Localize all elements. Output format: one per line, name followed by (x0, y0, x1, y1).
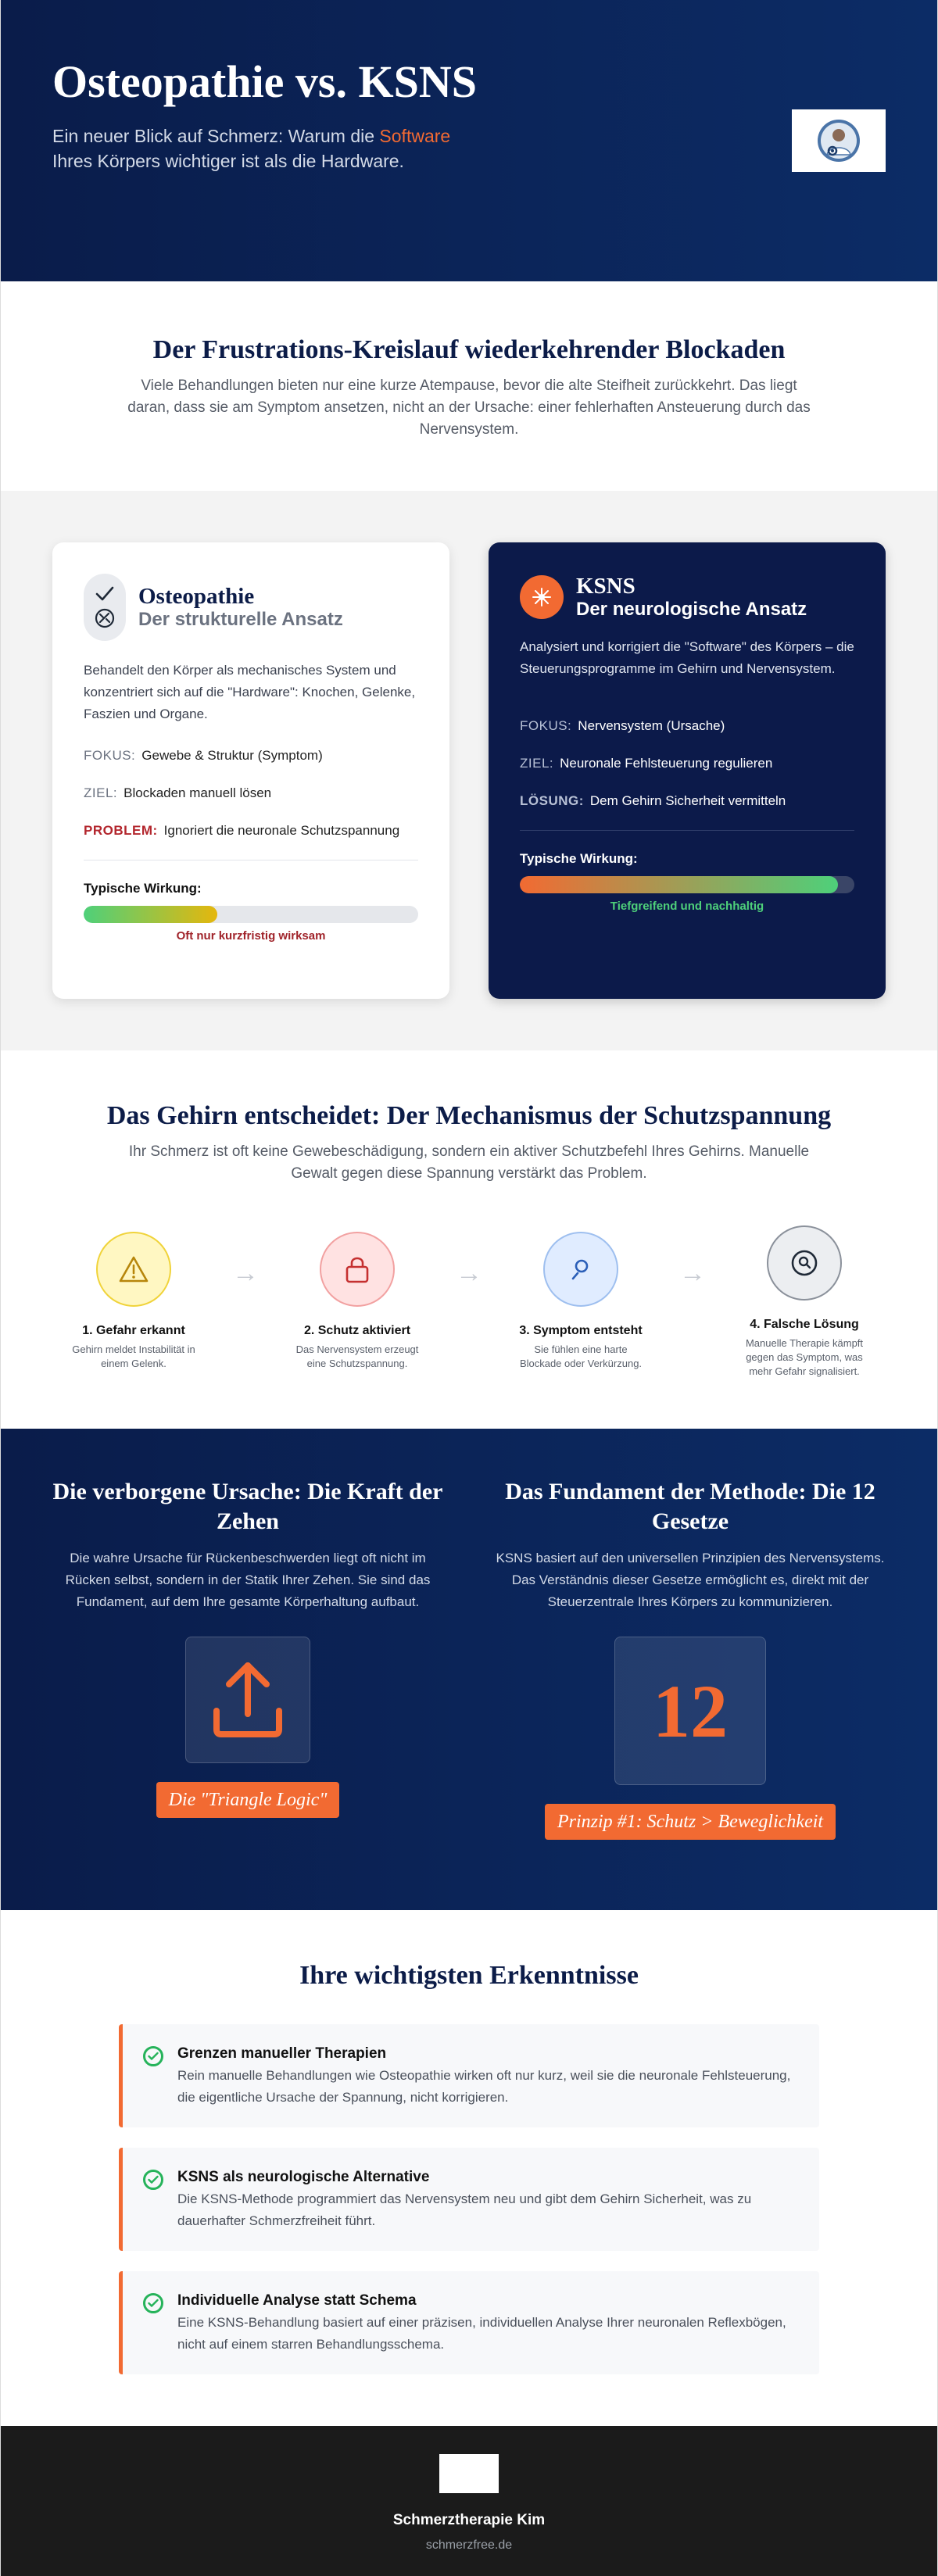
mechanism-section (1, 1050, 937, 1429)
laws-column (495, 1477, 886, 1910)
step-text: Sie fühlen eine harte Blockade oder Verkürzung. (519, 1343, 643, 1369)
ksns-subtitle: Der neurologische Ansatz (576, 599, 807, 620)
takeaway-body (177, 2045, 796, 2109)
takeaway-text: Die KSNS-Methode programmiert das Nervensystem neu und gibt dem Gehirn Sicherheit, was zu dauerhafter Schmerzfreiheit führt. (177, 2191, 752, 2228)
triangle-logic-tag: Die "Triangle Logic" (156, 1782, 340, 1818)
search-icon (767, 1225, 842, 1301)
osteopathie-subtitle: Der strukturelle Ansatz (138, 609, 343, 630)
ksns-card-titles (576, 574, 807, 621)
takeaway-title: Individuelle Analyse statt Schema (177, 2292, 417, 2309)
toes-text: Die wahre Ursache für Rückenbeschwerden liegt oft nicht im Rücken selbst, sondern in der Statik Ihrer Zehen. Sie sind das Fundament, auf dem Ihre gesamte Körperhaltung aufbaut. (65, 1551, 431, 1609)
osteopathie-card-titles (138, 584, 343, 631)
osteopathie-card-header (84, 574, 418, 641)
osteopathie-problem (84, 822, 418, 839)
search-glyph (789, 1248, 819, 1278)
takeaways-section (1, 1910, 937, 2426)
intro-title: Der Frustrations-Kreislauf wiederkehrender Blockaden (152, 335, 786, 364)
person-icon (543, 1232, 618, 1307)
takeaway-item (119, 2271, 819, 2374)
laws-number: 12 (653, 1669, 728, 1753)
check-glyph (148, 2299, 159, 2308)
goal-value: Blockaden manuell lösen (124, 785, 272, 800)
toes-title: Die verborgene Ursache: Die Kraft der Zehen (52, 1479, 443, 1534)
problem-value: Ignoriert die neuronale Schutzspannung (163, 823, 400, 838)
ksns-effect-bar (520, 876, 854, 893)
osteopathie-facts (84, 747, 418, 839)
takeaway-body (177, 2292, 796, 2356)
step-title: 2. Schutz aktiviert (303, 1324, 411, 1337)
footer-name: Schmerztherapie Kim (392, 2512, 546, 2528)
takeaway-item (119, 2148, 819, 2251)
osteopathie-effect-fill (84, 906, 217, 923)
osteopathie-effect-label: Typische Wirkung: (84, 881, 202, 896)
takeaway-text: Rein manuelle Behandlungen wie Osteopathie wirken oft nur kurz, weil sie die neuronale Fehlsteuerung, die eigentliche Ursache der Spannung, nicht korrigieren. (177, 2068, 791, 2105)
warning-icon (96, 1232, 171, 1307)
ksns-focus (520, 717, 854, 735)
step-3 (503, 1232, 659, 1371)
step-text: Das Nervensystem erzeugt eine Schutzspannung. (295, 1343, 419, 1369)
ksns-description: Analysiert und korrigiert die "Software" des Körpers – die Steuerungsprogramme im Gehirn und Nervensystem. (520, 639, 854, 676)
divider (520, 830, 854, 831)
step-title: 4. Falsche Lösung (750, 1318, 859, 1331)
takeaways-title: Ihre wichtigsten Erkenntnisse (299, 1961, 639, 1990)
osteopathie-title: Osteopathie (138, 584, 255, 609)
ksns-goal (520, 755, 854, 772)
osteopathie-description: Behandelt den Körper als mechanisches System und konzentriert sich auf die "Hardware": Knochen, Gelenke, Faszien und Organe. (84, 663, 416, 721)
footer-url-link[interactable]: schmerzfree.de (425, 2538, 513, 2552)
toes-column (52, 1477, 443, 1910)
osteopathie-goal (84, 785, 418, 802)
bone-joint-icon (94, 607, 116, 629)
laws-number-tile (614, 1637, 766, 1785)
step-text: Gehirn meldet Instabilität in einem Gelenk. (72, 1343, 195, 1369)
intro-section (1, 281, 937, 491)
focus-key: FOKUS: (520, 718, 572, 733)
check-circle-icon (143, 2046, 163, 2066)
ksns-card-header (520, 574, 854, 621)
hero-subtitle (52, 123, 490, 174)
check-circle-icon (143, 2170, 163, 2190)
doctor-portrait-icon (817, 119, 861, 163)
takeaway-title: KSNS als neurologische Alternative (177, 2169, 430, 2185)
step-title: 1. Gefahr erkannt (82, 1324, 185, 1337)
takeaway-title: Grenzen manueller Therapien (177, 2045, 387, 2062)
osteopathie-focus (84, 747, 418, 764)
ksns-facts (520, 717, 854, 810)
intro-text: Viele Behandlungen bieten nur eine kurze Atempause, bevor die alte Steifheit zurückkehrt. Das liegt daran, dass sie am Symptom ansetzen, nicht an der Ursache: einer fehlerhaften Ansteuerung durch das Nervensystem. (127, 377, 811, 438)
takeaway-item (119, 2024, 819, 2127)
neuron-icon (520, 575, 564, 619)
arrow-icon: → (679, 1258, 706, 1288)
mechanism-steps (1, 1232, 937, 1379)
check-and-bone-icon (84, 574, 126, 641)
check-glyph (148, 2052, 159, 2061)
upload-glyph (204, 1656, 292, 1744)
check-circle-icon (143, 2293, 163, 2313)
hero-subtitle-start: Ein neuer Blick auf Schmerz: Warum die (52, 126, 380, 146)
laws-text: KSNS basiert auf den universellen Prinzipien des Nervensystems. Das Verständnis dieser Gesetze ermöglicht es, direkt mit der Steuerzentrale Ihres Körpers zu kommunizieren. (496, 1551, 885, 1609)
focus-value: Nervensystem (Ursache) (578, 718, 725, 733)
warning-glyph (118, 1255, 149, 1283)
upload-icon (185, 1637, 310, 1763)
step-1 (55, 1232, 212, 1371)
takeaways-list (119, 2024, 819, 2374)
takeaway-body (177, 2168, 796, 2232)
ksns-effect-label: Typische Wirkung: (520, 851, 638, 866)
focus-value: Gewebe & Struktur (Symptom) (141, 748, 323, 763)
comparison-section (1, 491, 937, 1050)
problem-key: PROBLEM: (84, 823, 158, 838)
lock-glyph (344, 1254, 371, 1284)
goal-key: ZIEL: (84, 785, 118, 800)
neuron-glyph (530, 585, 553, 609)
goal-key: ZIEL: (520, 756, 554, 771)
hero-title: Osteopathie vs. KSNS (52, 56, 478, 107)
takeaway-text: Eine KSNS-Behandlung basiert auf einer präzisen, individuellen Analyse Ihrer neuronalen Reflexbögen, nicht auf einem starren Behandlungsschema. (177, 2315, 786, 2352)
mechanism-text: Ihr Schmerz ist oft keine Gewebeschädigung, sondern ein aktiver Schutzbefehl Ihres Gehirns. Manuelle Gewalt gegen diese Spannung verstärkt das Problem. (128, 1143, 810, 1182)
solution-value: Dem Gehirn Sicherheit vermitteln (589, 793, 786, 808)
ksns-solution (520, 792, 854, 810)
step-text: Manuelle Therapie kämpft gegen das Symptom, was mehr Gefahr signalisiert. (745, 1337, 864, 1377)
osteopathie-card (52, 542, 449, 999)
osteopathie-effect-bar (84, 906, 418, 923)
ksns-title: KSNS (576, 574, 635, 599)
osteopathie-effect-note: Oft nur kurzfristig wirksam (176, 929, 326, 943)
goal-value: Neuronale Fehlsteuerung regulieren (560, 756, 773, 771)
principle-tag: Prinzip #1: Schutz > Beweglichkeit (545, 1804, 836, 1840)
hero-section (1, 0, 937, 281)
person-glyph (568, 1257, 593, 1282)
laws-title: Das Fundament der Methode: Die 12 Gesetze (505, 1479, 875, 1534)
arrow-icon: → (232, 1258, 259, 1288)
step-4 (726, 1232, 883, 1379)
mechanism-title: Das Gehirn entscheidet: Der Mechanismus der Schutzspannung (106, 1101, 832, 1130)
dual-section (1, 1429, 937, 1910)
check-glyph (148, 2175, 159, 2184)
ksns-effect-note: Tiefgreifend und nachhaltig (610, 900, 764, 913)
hero-subtitle-accent: Software (379, 126, 451, 146)
ksns-effect-fill (520, 876, 838, 893)
arrow-icon: → (456, 1258, 482, 1288)
step-2 (279, 1232, 435, 1371)
focus-key: FOKUS: (84, 748, 136, 763)
footer-logo (439, 2454, 499, 2493)
lock-icon (320, 1232, 395, 1307)
solution-key: LÖSUNG: (520, 793, 584, 808)
hero-subtitle-end: Ihres Körpers wichtiger ist als die Hardware. (52, 151, 404, 171)
ksns-card (489, 542, 886, 999)
step-title: 3. Symptom entsteht (519, 1324, 643, 1337)
checkmark-icon (95, 585, 115, 603)
footer (1, 2426, 937, 2576)
doctor-portrait-logo (792, 109, 886, 172)
